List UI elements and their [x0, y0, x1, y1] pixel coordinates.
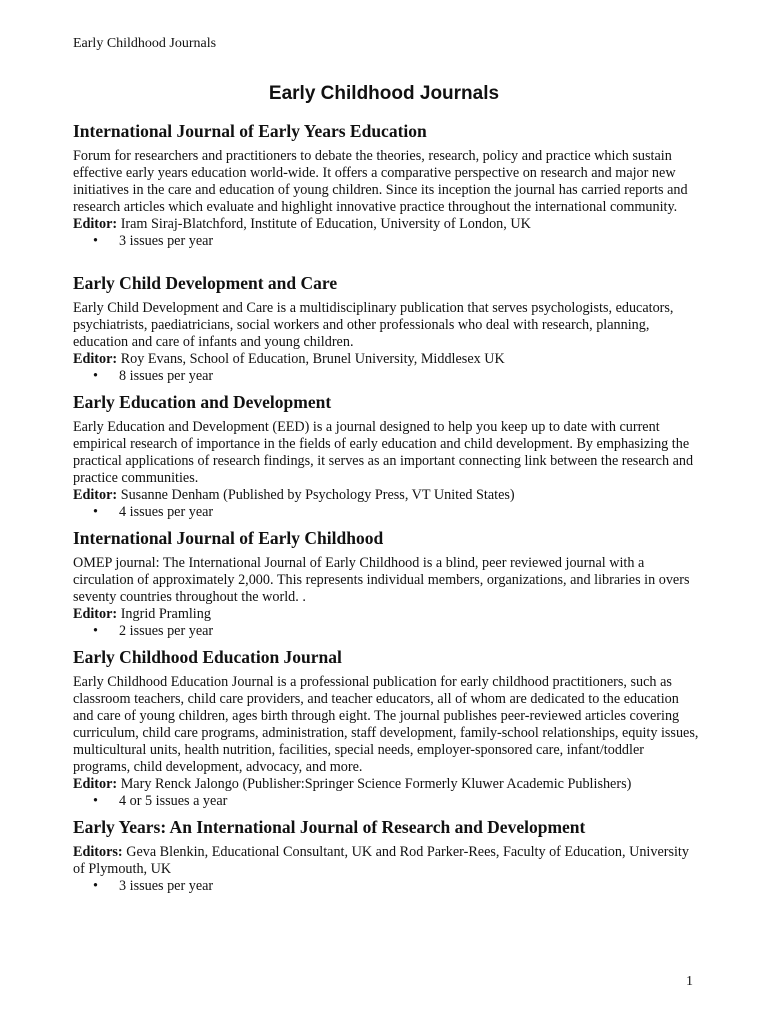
journal-section-early-child-development-and-care [73, 272, 699, 385]
journal-section-international-journal-of-early-childhood [73, 527, 699, 640]
issues-list-item [73, 623, 699, 640]
issues-list [73, 504, 699, 521]
journal-description: Early Education and Development (EED) is a journal designed to help you keep up to date with current empirical research of importance in the fields of early education and child development. By emphasizing the practical applications of research findings, it serves as an important connecting link between the research and practice communities. [73, 419, 694, 486]
bullet-icon: • [93, 233, 98, 249]
journal-heading: Early Education and Development [73, 392, 332, 412]
bullet-icon: • [93, 793, 98, 809]
editor-label: Editor: [73, 351, 118, 367]
journal-description: Early Childhood Education Journal is a professional publication for early childhood practitioners, such as classroom teachers, child care providers, and teacher educators, all of whom are dedicated to the education and care of young children, ages birth through eight. The journal publishes peer-reviewed articles covering curriculum, child care programs, administration, staff development, family-school relationships, equity issues, multicultural units, health nutrition, facilities, special needs, employer-sponsored care, infant/toddler programs, child development, advocacy, and more. [73, 674, 699, 775]
editor-line [73, 844, 699, 878]
editor-line [73, 351, 699, 368]
editor-label: Editor: [73, 487, 118, 503]
journal-description: OMEP journal: The International Journal of Early Childhood is a blind, peer reviewed journal with a circulation of approximately 2,000. This represents individual members, organizations, and libraries in overs seventy countries throughout the world. . [73, 555, 690, 605]
issues-frequency: 4 issues per year [119, 504, 214, 520]
editor-label: Editor: [73, 216, 118, 232]
issues-list [73, 368, 699, 385]
journal-heading: Early Child Development and Care [73, 273, 338, 293]
journal-heading: International Journal of Early Years Education [73, 121, 427, 141]
issues-list [73, 878, 699, 895]
issues-list-item [73, 793, 699, 810]
editor-line [73, 606, 699, 623]
editor-name: Mary Renck Jalongo (Publisher:Springer Science Formerly Kluwer Academic Publishers) [117, 776, 632, 792]
editor-name: Geva Blenkin, Educational Consultant, UK and Rod Parker-Rees, Faculty of Education, University of Plymouth, UK [73, 844, 689, 877]
issues-list-item [73, 878, 699, 895]
editor-name: Roy Evans, School of Education, Brunel University, Middlesex UK [117, 351, 505, 367]
issues-frequency: 8 issues per year [119, 368, 214, 384]
editor-line [73, 776, 699, 793]
editor-name: Iram Siraj-Blatchford, Institute of Education, University of London, UK [117, 216, 531, 232]
journal-section-early-years-international-journal [73, 816, 699, 895]
issues-frequency: 3 issues per year [119, 233, 214, 249]
journal-description: Early Child Development and Care is a multidisciplinary publication that serves psychologists, educators, psychiatrists, paediatricians, social workers and other professionals who deal with research, planning, education and care of infants and young children. [73, 300, 674, 350]
issues-list [73, 233, 699, 250]
bullet-icon: • [93, 368, 98, 384]
document-title: Early Childhood Journals [268, 83, 500, 104]
editor-name: Susanne Denham (Published by Psychology Press, VT United States) [117, 487, 515, 503]
bullet-icon: • [93, 504, 98, 520]
journal-section-early-education-and-development [73, 391, 699, 521]
editor-label: Editor: [73, 776, 118, 792]
journal-section-early-childhood-education-journal [73, 646, 699, 810]
editor-name: Ingrid Pramling [117, 606, 211, 622]
editor-line [73, 487, 699, 504]
issues-list-item [73, 504, 699, 521]
journal-heading: Early Childhood Education Journal [73, 647, 342, 667]
editor-line [73, 216, 699, 233]
page-number: 1 [686, 974, 693, 989]
issues-list [73, 793, 699, 810]
issues-frequency: 3 issues per year [119, 878, 214, 894]
issues-list-item [73, 233, 699, 250]
issues-frequency: 4 or 5 issues a year [119, 793, 228, 809]
journal-heading: International Journal of Early Childhood [73, 528, 384, 548]
journal-heading: Early Years: An International Journal of Research and Development [73, 817, 586, 837]
issues-frequency: 2 issues per year [119, 623, 214, 639]
editor-label: Editors: [73, 844, 123, 860]
issues-list [73, 623, 699, 640]
editor-label: Editor: [73, 606, 118, 622]
journal-description: Forum for researchers and practitioners to debate the theories, research, policy and practice which sustain effective early years education world-wide. It offers a comparative perspective on research and major new initiatives in the care and education of young children. Since its inception the journal has carried reports and research articles which evaluate and highlight innovative practice throughout the international community. [73, 148, 688, 215]
journal-section-international-journal-of-early-years-education [73, 120, 699, 250]
bullet-icon: • [93, 878, 98, 894]
bullet-icon: • [93, 623, 98, 639]
issues-list-item [73, 368, 699, 385]
running-header: Early Childhood Journals [73, 36, 217, 51]
